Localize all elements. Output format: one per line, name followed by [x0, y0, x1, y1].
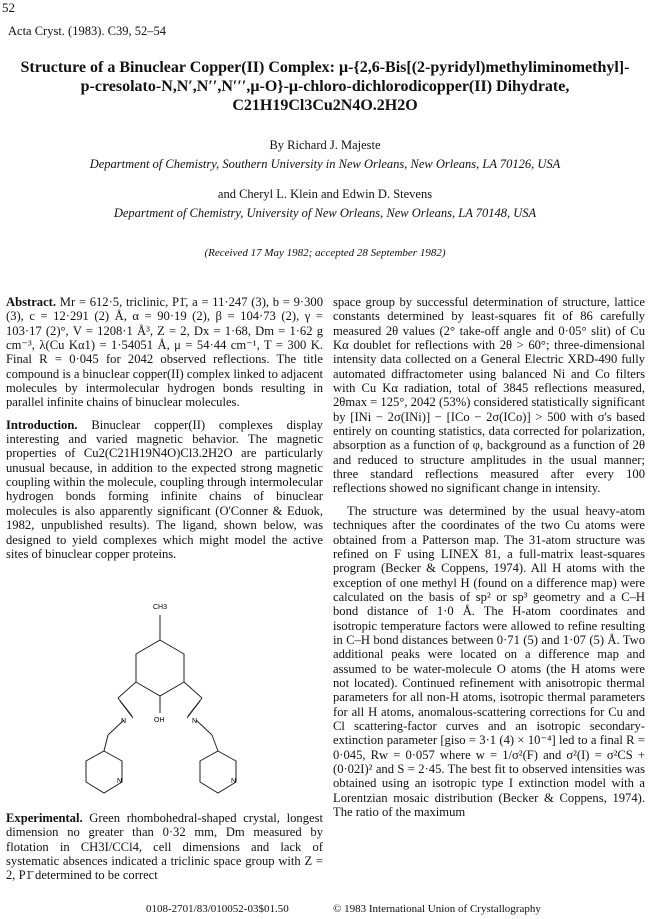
journal-citation: Acta Cryst. (1983). C39, 52–54 — [8, 24, 166, 38]
title-line-3: C21H19Cl3Cu2N4O.2H2O — [232, 97, 418, 114]
experimental-text: Green rhombohedral-shaped crystal, longest dimension no greater than 0·32 mm, Dm measured by flotation in CH3I/CCl4, cell dimensions and lack of systematic absences indicated a triclinic space group with Z = 2, P1̄ determined to be correct — [6, 811, 323, 883]
abstract-paragraph — [6, 295, 323, 410]
right-column — [333, 295, 645, 827]
right-paragraph-2: The structure was determined by the usual heavy-atom techniques after the coordinates of the two Cu atoms were obtained from a Patterson map. The 31-atom structure was refined on F using LINEX 81, a full-matrix least-squares program (Becker & Coppens, 1974). All H atoms with the exception of one methyl H (found on a difference map) were calculated on the basis of sp² or sp³ geometry and a C–H bond distance of 1·0 Å. The H-atom coordinates and isotropic temperature factors were allowed to refine resulting in C–H bond distances between 0·71 (5) and 1·07 (5) Å. Two additional peaks were located on a difference map and assumed to be water-molecule O atoms (the H atoms were not located). Continued refinement with anisotropic thermal parameters for all non-H atoms, isotropic thermal parameters for all H atoms, anomalous-scattering corrections for Cu and Cl scattering-factor curves and an isotropic secondary-extinction parameter [giso = 3·1 (4) × 10⁻⁴] led to a final R = 0·045, Rw = 0·057 where w = 1/σ²(F) and σ²(I) = σ²CS + (0·02I)² and S = 2·45. The best fit to observed intensities was obtained using an isotropic type I extinction model with a Lorentzian mosaic distribution (Becker & Coppens, 1974). The ratio of the maximum — [333, 503, 645, 820]
experimental-heading: Experimental. — [6, 811, 83, 825]
introduction-paragraph — [6, 418, 323, 561]
author-line-1: By Richard J. Majeste — [269, 138, 381, 152]
footer-copyright: © 1983 International Union of Crystallography — [333, 903, 541, 915]
introduction-text: Binuclear copper(II) complexes display interesting and varied magnetic behavior. The magnetic properties of Cu2(C21H19N4O)Cl3.2H2O are particularly unusual because, in addition to the expected strong magnetic coupling within the molecule, coupling through intermolecular hydrogen bonds forming infinite chains of binuclear molecules is also apparently significant (O'Conner & Eduok, 1982, unpublished results). The ligand, shown below, was designed to yield complexes which might model the active sites of binuclear copper proteins. — [6, 417, 323, 561]
affiliation-2: Department of Chemistry, University of New Orleans, New Orleans, LA 70148, USA — [113, 206, 537, 220]
experimental-paragraph — [6, 811, 323, 883]
title-line-2: p-cresolato-N,N′,N′′,N′′′,μ-O}-μ-chloro-dichlorodicopper(II) Dihydrate, — [80, 78, 570, 95]
methyl-label: CH3 — [153, 604, 168, 611]
abstract-heading: Abstract. — [6, 295, 57, 309]
left-pyridine-ring — [86, 751, 122, 793]
pyridine-nitrogen-right-label: N — [231, 778, 237, 785]
introduction-heading: Introduction. — [6, 417, 78, 432]
page-number: 52 — [2, 0, 15, 15]
hydroxyl-label: OH — [154, 717, 165, 724]
experimental-section — [6, 811, 323, 891]
imine-nitrogen-right-label: N — [192, 718, 198, 725]
central-ring — [136, 640, 184, 696]
abstract-text: Mr = 612·5, triclinic, P1̄, a = 11·247 (3), b = 9·300 (3), c = 12·291 (2) Å, α = 90·19 (2), β = 104·73 (2), γ = 103·17 (2)°, V = 1208·1 Å³, Z = 2, Dx = 1·68, Dm = 1·62 g cm⁻³, λ(Cu Kα1) = 1·54051 Å, μ = 54·44 cm⁻¹, T = 300 K. Final R = 0·045 for 2042 observed reflections. The title compound is a binuclear copper(II) complex linked to adjacent molecules by intermolecular hydrogen bonds resulting in parallel infinite chains of binuclear molecules. — [6, 295, 324, 410]
footer-issn-price: 0108-2701/83/010052-03$01.50 — [146, 903, 289, 915]
author-line-2: and Cheryl L. Klein and Edwin D. Stevens — [217, 187, 433, 201]
received-dates: (Received 17 May 1982; accepted 28 September 1982) — [204, 247, 446, 259]
article-title — [4, 58, 646, 115]
affiliation-1: Department of Chemistry, Southern University in New Orleans, New Orleans, LA 70126, USA — [89, 157, 561, 171]
right-paragraph-1: space group by successful determination of structure, lattice constants determined by least-squares fit of 86 carefully measured 2θ values (2° take-off angle and 0·05° slit) of Cu Kα doublet for reflections with 2θ > 60°; three-dimensional intensity data collected on a General Electric XRD-490 fully automated diffractometer using balanced Ni and Co filters with Cu Kα radiation, total of 3845 reflections measured, 2θmax = 125°, 2042 (53%) considered statistically significant by [INi − 2σ(INi)] − [ICo − 2σ(ICo)] > 500 with σ's based entirely on counting statistics, data corrected for polarization, absorption as a function of φ, background as a function of 2θ and reduced to structure amplitudes in the usual manner; three standard reflections measured after every 100 reflections showed no significant change in intensity. — [333, 295, 645, 496]
right-pyridine-ring — [200, 751, 236, 793]
left-column — [6, 295, 323, 569]
pyridine-nitrogen-left-label: N — [117, 778, 123, 785]
ligand-structure-diagram — [60, 595, 290, 805]
title-line-1: Structure of a Binuclear Copper(II) Complex: μ-{2,6-Bis[(2-pyridyl)methyliminomethyl]- — [20, 59, 630, 76]
imine-nitrogen-left-label: N — [121, 718, 127, 725]
